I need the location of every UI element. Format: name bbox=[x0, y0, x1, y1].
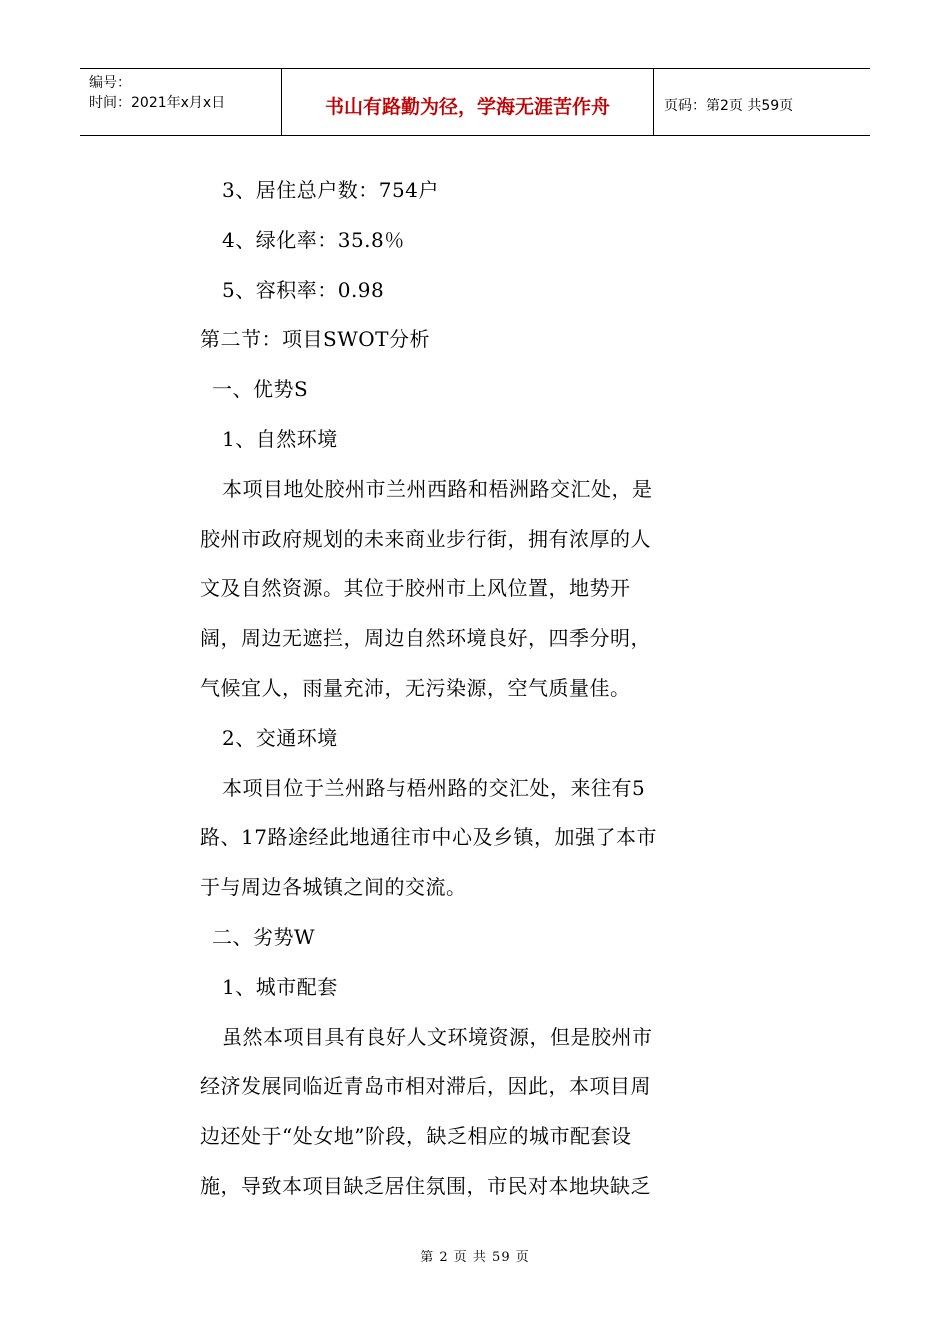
paragraph-line: 虽然本项目具有良好人文环境资源，但是胶州市 bbox=[222, 1024, 653, 1049]
paragraph-line: 边还处于“处女地”阶段，缺乏相应的城市配套设 bbox=[200, 1124, 632, 1149]
header-meta-cell bbox=[80, 69, 282, 135]
paragraph-line: 于与周边各城镇之间的交流。 bbox=[200, 875, 467, 900]
paragraph-line: 路、17路途经此地通往市中心及乡镇，加强了本市 bbox=[200, 825, 657, 850]
paragraph-line: 文及自然资源。其位于胶州市上风位置，地势开 bbox=[200, 576, 631, 601]
header-page-cell bbox=[654, 69, 870, 135]
subheading-strengths: 一、优势S bbox=[212, 377, 309, 402]
list-item-households: 3、居住总户数：754户 bbox=[222, 178, 439, 202]
list-item-plot-ratio: 5、容积率：0.98 bbox=[222, 277, 385, 302]
paragraph-line: 本项目位于兰州路与梧州路的交汇处，来往有5 bbox=[222, 775, 646, 800]
document-body bbox=[200, 166, 712, 1212]
page-header bbox=[80, 68, 870, 136]
serial-label: 编号： bbox=[89, 75, 131, 91]
subheading-weaknesses: 二、劣势W bbox=[212, 924, 316, 949]
header-motto-cell bbox=[282, 69, 654, 135]
paragraph-line: 气候宜人，雨量充沛，无污染源，空气质量佳。 bbox=[200, 675, 631, 700]
item-heading-traffic-env: 2、交通环境 bbox=[222, 725, 338, 750]
item-heading-city-facilities: 1、城市配套 bbox=[222, 974, 338, 999]
paragraph-line: 本项目地处胶州市兰州西路和梧洲路交汇处，是 bbox=[222, 476, 653, 501]
list-item-greening-rate: 4、绿化率：35.8％ bbox=[222, 227, 405, 252]
footer-page-number: 第 2 页 共 59 页 bbox=[420, 1250, 530, 1265]
time-label: 时间：2021年x月x日 bbox=[89, 95, 226, 111]
paragraph-line: 胶州市政府规划的未来商业步行街，拥有浓厚的人 bbox=[200, 526, 651, 551]
page-footer bbox=[0, 1246, 950, 1265]
section-heading-swot: 第二节：项目SWOT分析 bbox=[200, 327, 430, 352]
paragraph-line: 施，导致本项目缺乏居住氛围，市民对本地块缺乏 bbox=[200, 1173, 651, 1198]
item-heading-natural-env: 1、自然环境 bbox=[222, 426, 338, 451]
paragraph-line: 阔，周边无遮拦，周边自然环境良好，四季分明， bbox=[200, 626, 651, 651]
paragraph-line: 经济发展同临近青岛市相对滞后，因此，本项目周 bbox=[200, 1074, 651, 1099]
header-page-info: 页码：第2页 共59页 bbox=[664, 98, 794, 114]
header-motto: 书山有路勤为径，学海无涯苦作舟 bbox=[324, 95, 610, 118]
